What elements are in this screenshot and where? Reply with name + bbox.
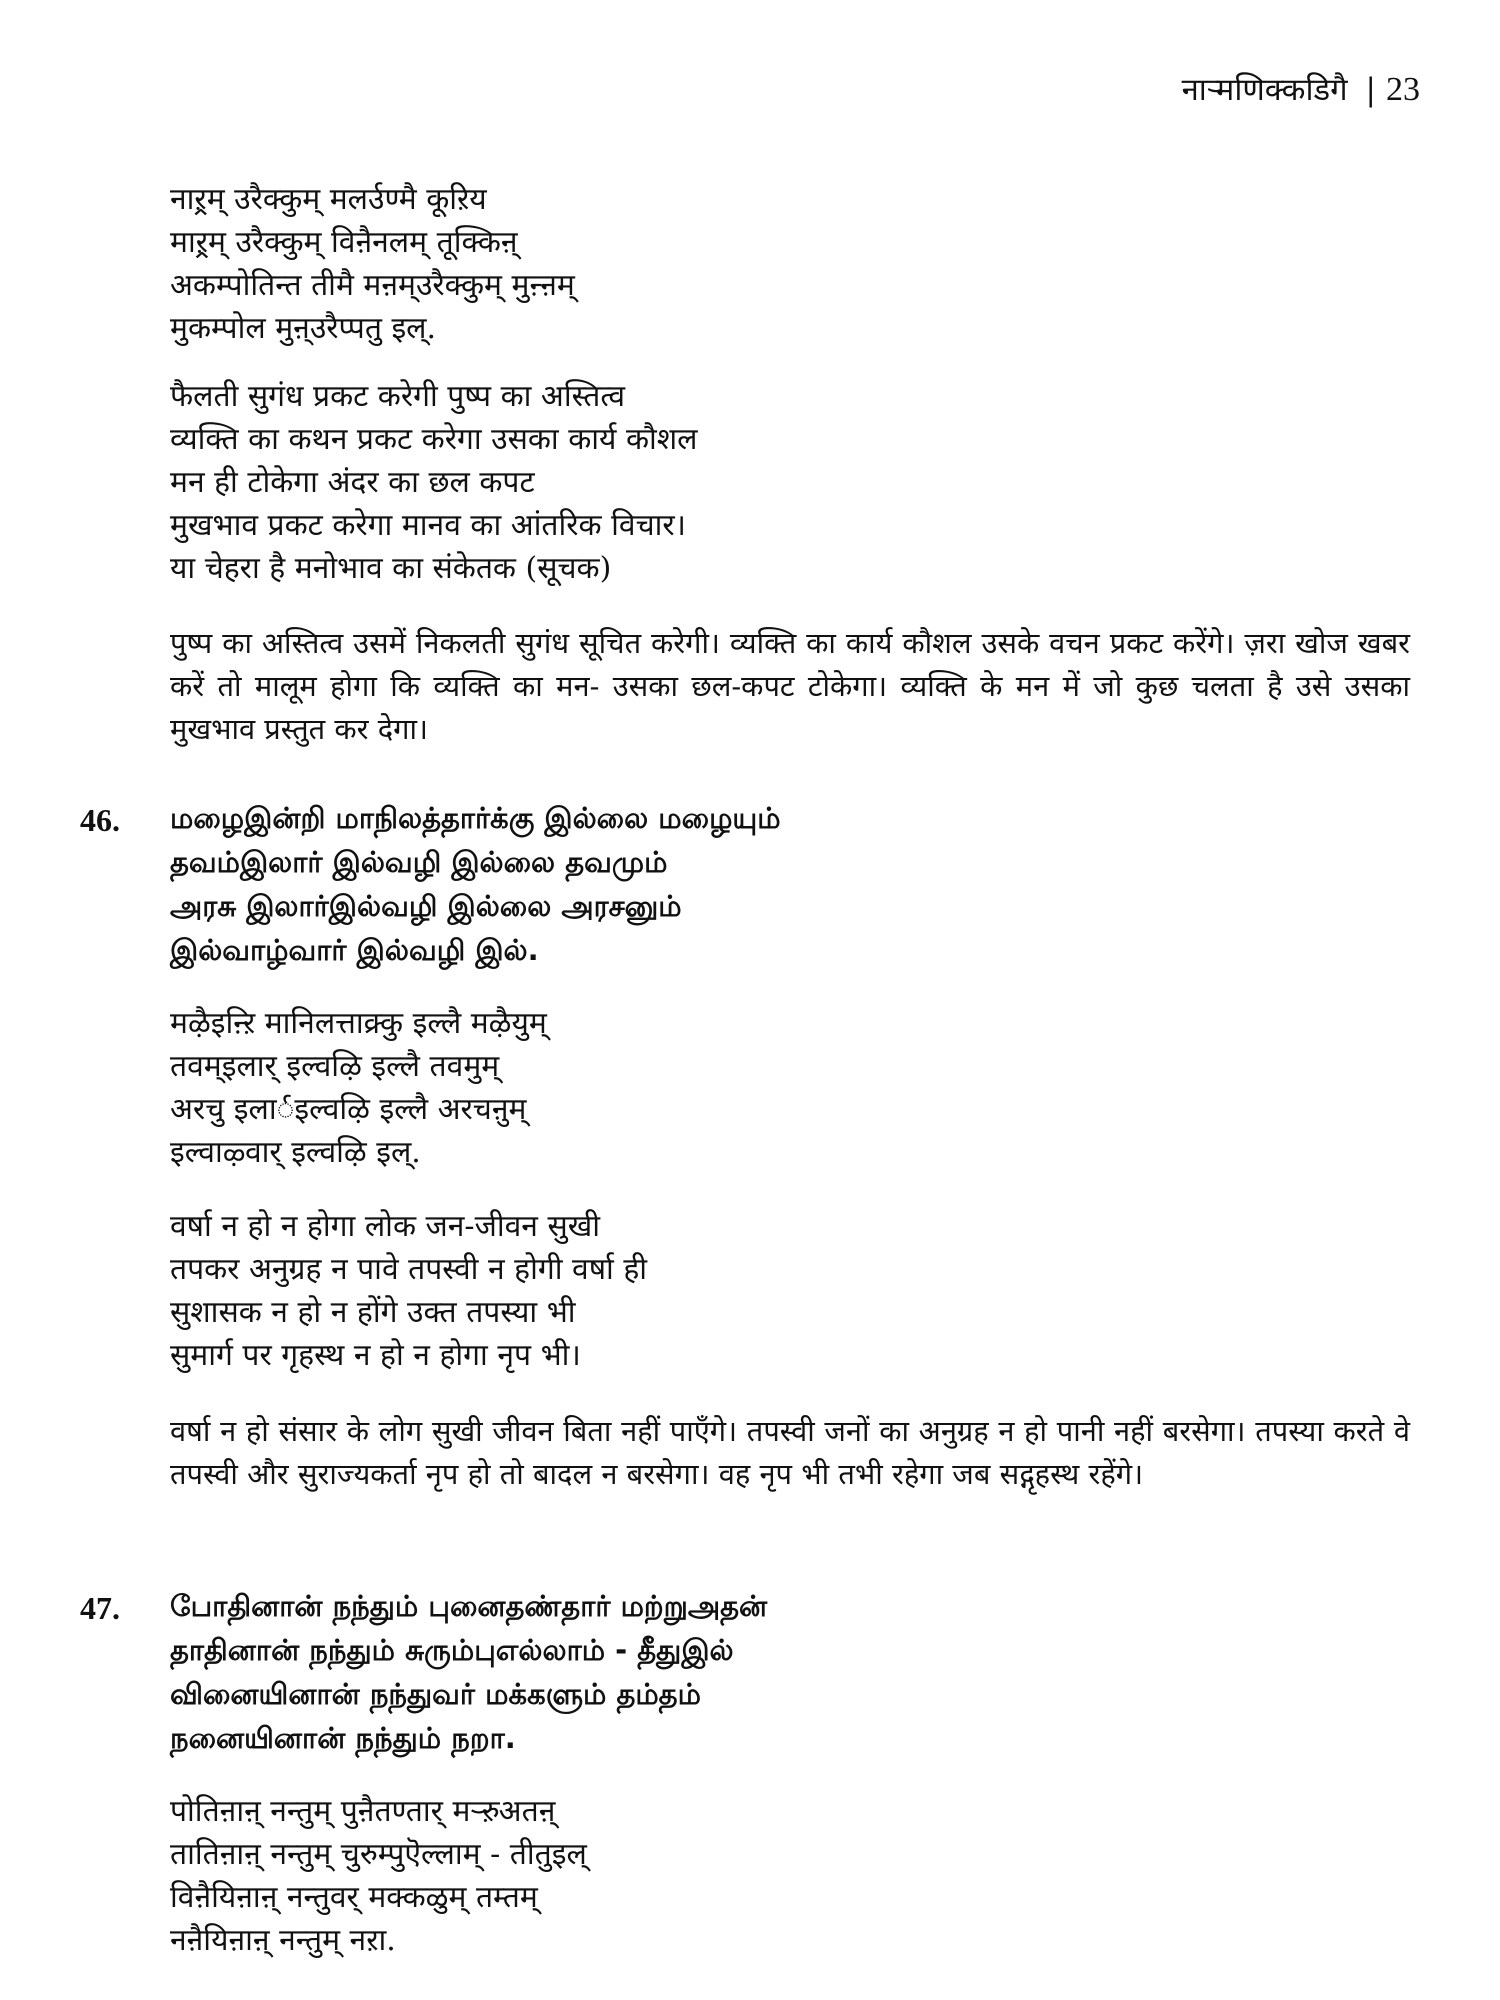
verse-46-transliteration (170, 1002, 1420, 1174)
tamil-line: வினையினான் நந்துவர் மக்களும் தம்தம் (170, 1677, 701, 1711)
tamil-line: போதினான் நந்தும் புனைதண்தார் மற்றுஅதன் (170, 1589, 768, 1623)
top-hindi-prose (170, 622, 1420, 751)
translit-line: अरचु इलार्इल्वऴि इल्लै अरचऩुम् (170, 1092, 527, 1127)
verse-number-46: 46. (80, 802, 120, 838)
verse-46-tamil (170, 796, 781, 972)
hindi-verse-line: सुमार्ग पर गृहस्थ न हो न होगा नृप भी। (170, 1338, 581, 1373)
verse-number-47: 47. (80, 1590, 120, 1626)
hindi-verse-line: वर्षा न हो न होगा लोक जन-जीवन सुखी (170, 1209, 601, 1244)
translit-line: अकम्पोतिन्त तीमै मऩम्उरैक्कुम् मुऩ्ऩम् (170, 268, 575, 303)
hindi-verse-line: मन ही टोकेगा अंदर का छल कपट (170, 465, 535, 500)
translit-line: नऩैयिऩाऩ् नन्तुम् नऱा. (170, 1923, 396, 1958)
header-separator: | (1365, 72, 1376, 108)
verse-46-hindi-prose (170, 1410, 1420, 1496)
translit-line: माऱ्रम् उरैक्कुम् विऩैनलम् तूक्किऩ् (170, 225, 518, 260)
hindi-verse-line: सुशासक न हो न होंगे उक्त तपस्या भी (170, 1295, 576, 1330)
verse-46-hindi-verse (170, 1205, 1420, 1377)
tamil-line: அரசு இலார்இல்வழி இல்லை அரசனும் (170, 889, 682, 923)
translit-line: मऴैइऩ्ऱि मानिलत्ताक्र्कु इल्लै मऴैयुम् (170, 1006, 547, 1041)
hindi-verse-line: फैलती सुगंध प्रकट करेगी पुष्प का अस्तित्व (170, 379, 626, 414)
top-hindi-verse (170, 375, 1420, 590)
hindi-verse-line: तपकर अनुग्रह न पावे तपस्वी न होगी वर्षा ही (170, 1252, 648, 1287)
translit-line: तवम्इलार् इल्वऴि इल्लै तवमुम् (170, 1049, 500, 1084)
book-title: नाऱ्मणिक्कडिगै (1181, 72, 1348, 108)
hindi-prose: वर्षा न हो संसार के लोग सुखी जीवन बिता नहीं पाएँगे। तपस्वी जनों का अनुग्रह न हो पानी नहीं बरसेगा। तपस्या करते वे तपस्वी और सुराज्यकर्ता नृप हो तो बादल न बरसेगा। वह नृप भी तभी रहेगा जब सद्गृहस्थ रहेंगे। (170, 1414, 1410, 1491)
translit-line: मुकम्पोल मुऩ्उरैप्पतु इल्. (170, 311, 437, 346)
verse-47-transliteration (170, 1790, 1420, 1962)
hindi-verse-line: मुखभाव प्रकट करेगा मानव का आंतरिक विचार। (170, 508, 687, 543)
top-transliteration (170, 178, 1420, 350)
tamil-line: மழைஇன்றி மாநிலத்தார்க்கு இல்லை மழையும் (170, 801, 781, 835)
verse-47-tamil (170, 1584, 767, 1760)
translit-line: पोतिऩाऩ् नन्तुम् पुऩैतण्तार् मऱ्ऱुअतऩ् (170, 1794, 556, 1829)
tamil-line: இல்வாழ்வார் இல்வழி இல். (170, 933, 539, 967)
tamil-line: நனையினான் நந்தும் நறா. (170, 1721, 516, 1755)
translit-line: इल्वाऴ्वार् इल्वऴि इल्. (170, 1135, 421, 1170)
page-header (1182, 68, 1420, 110)
translit-line: विऩैयिऩाऩ् नन्तुवर् मक्कळुम् तम्तम् (170, 1880, 538, 1915)
tamil-line: தவம்இலார் இல்வழி இல்லை தவமும் (170, 845, 668, 879)
hindi-verse-line: व्यक्ति का कथन प्रकट करेगा उसका कार्य कौशल (170, 422, 698, 457)
translit-line: नाऱ्रम् उरैक्कुम् मलर्उण्मै कूऱिय (170, 182, 487, 217)
hindi-verse-line: या चेहरा है मनोभाव का संकेतक (सूचक) (170, 551, 612, 586)
translit-line: तातिऩाऩ् नन्तुम् चुरुम्पुऎल्लाम् - तीतुइल् (170, 1837, 587, 1872)
page-number: 23 (1386, 71, 1420, 108)
hindi-prose: पुष्प का अस्तित्व उसमें निकलती सुगंध सूचित करेगी। व्यक्ति का कार्य कौशल उसके वचन प्रकट करेंगे। ज़रा खोज खबर करें तो मालूम होगा कि व्यक्ति का मन- उसका छल-कपट टोकेगा। व्यक्ति के मन में जो कुछ चलता है उसे उसका मुखभाव प्रस्तुत कर देगा। (170, 626, 1410, 746)
tamil-line: தாதினான் நந்தும் சுரும்புஎல்லாம் - தீதுஇல் (170, 1633, 734, 1667)
